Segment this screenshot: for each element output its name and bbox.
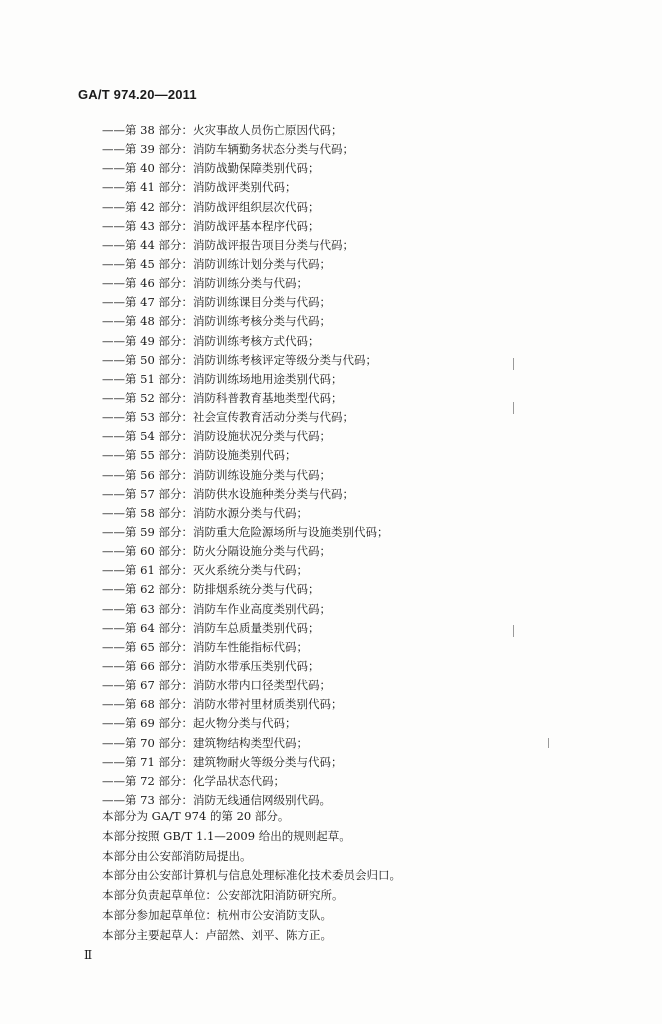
parts-list-item: ——第 65 部分：消防车性能指标代码； — [102, 639, 308, 654]
parts-list-item: ——第 56 部分：消防训练设施分类与代码； — [102, 467, 331, 482]
parts-list-item: ——第 42 部分：消防战评组织层次代码； — [102, 199, 320, 214]
parts-list-item: ——第 43 部分：消防战评基本程序代码； — [102, 218, 320, 233]
parts-list-item: ——第 45 部分：消防训练计划分类与代码； — [102, 256, 331, 271]
parts-list-item: ——第 41 部分：消防战评类别代码； — [102, 180, 297, 195]
parts-list-item: ——第 68 部分：消防水带衬里材质类别代码； — [102, 697, 343, 712]
scan-artifact-mark — [548, 738, 549, 748]
parts-list-item: ——第 39 部分：消防车辆勤务状态分类与代码； — [102, 142, 354, 157]
parts-list-item: ——第 54 部分：消防设施状况分类与代码； — [102, 429, 331, 444]
foreword-notes — [102, 807, 401, 946]
parts-list-item: ——第 66 部分：消防水带承压类别代码； — [102, 658, 320, 673]
parts-list-item: ——第 52 部分：消防科普教育基地类型代码； — [102, 390, 343, 405]
parts-list-item: ——第 57 部分：消防供水设施种类分类与代码； — [102, 486, 354, 501]
foreword-note: 本部分参加起草单位：杭州市公安消防支队。 — [102, 907, 332, 922]
parts-list-item: ——第 63 部分：消防车作业高度类别代码； — [102, 601, 331, 616]
parts-list-item: ——第 55 部分：消防设施类别代码； — [102, 448, 297, 463]
parts-list-item: ——第 72 部分：化学品状态代码； — [102, 773, 285, 788]
scan-artifact-mark — [513, 625, 514, 637]
parts-list-item: ——第 59 部分：消防重大危险源场所与设施类别代码； — [102, 524, 389, 539]
page-number: Ⅱ — [84, 948, 93, 962]
parts-list-item: ——第 40 部分：消防战勤保障类别代码； — [102, 161, 320, 176]
parts-list-item: ——第 67 部分：消防水带内口径类型代码； — [102, 678, 331, 693]
foreword-note: 本部分由公安部计算机与信息处理标准化技术委员会归口。 — [102, 868, 401, 883]
parts-list-item: ——第 51 部分：消防训练场地用途类别代码； — [102, 371, 343, 386]
parts-list-item: ——第 53 部分：社会宣传教育活动分类与代码； — [102, 410, 354, 425]
foreword-note: 本部分由公安部消防局提出。 — [102, 848, 252, 863]
scan-artifact-mark — [513, 402, 514, 414]
parts-list-item: ——第 47 部分：消防训练课目分类与代码； — [102, 295, 331, 310]
parts-list-item: ——第 49 部分：消防训练考核方式代码； — [102, 333, 320, 348]
parts-list-item: ——第 50 部分：消防训练考核评定等级分类与代码； — [102, 352, 377, 367]
foreword-note: 本部分按照 GB/T 1.1—2009 给出的规则起草。 — [102, 828, 351, 843]
parts-list-item: ——第 60 部分：防火分隔设施分类与代码； — [102, 544, 331, 559]
parts-list-item: ——第 73 部分：消防无线通信网级别代码。 — [102, 792, 331, 807]
foreword-note: 本部分为 GA/T 974 的第 20 部分。 — [102, 809, 290, 823]
parts-list-item: ——第 58 部分：消防水源分类与代码； — [102, 505, 308, 520]
parts-list-item: ——第 61 部分：灭火系统分类与代码； — [102, 563, 308, 578]
parts-list-item: ——第 71 部分：建筑物耐火等级分类与代码； — [102, 754, 343, 769]
parts-list-item: ——第 69 部分：起火物分类与代码； — [102, 716, 297, 731]
scan-artifact-mark — [513, 358, 514, 370]
parts-list-item: ——第 64 部分：消防车总质量类别代码； — [102, 620, 320, 635]
parts-list-item: ——第 62 部分：防排烟系统分类与代码； — [102, 582, 320, 597]
parts-list-item: ——第 48 部分：消防训练考核分类与代码； — [102, 314, 331, 329]
parts-list — [102, 121, 388, 810]
parts-list-item: ——第 70 部分：建筑物结构类型代码； — [102, 735, 308, 750]
standard-code: GA/T 974.20—2011 — [78, 87, 197, 102]
parts-list-item: ——第 38 部分：火灾事故人员伤亡原因代码； — [102, 123, 343, 137]
foreword-note: 本部分主要起草人：卢韶然、刘平、陈方正。 — [102, 927, 332, 942]
parts-list-item: ——第 46 部分：消防训练分类与代码； — [102, 276, 308, 291]
foreword-note: 本部分负责起草单位：公安部沈阳消防研究所。 — [102, 888, 344, 903]
parts-list-item: ——第 44 部分：消防战评报告项目分类与代码； — [102, 237, 354, 252]
